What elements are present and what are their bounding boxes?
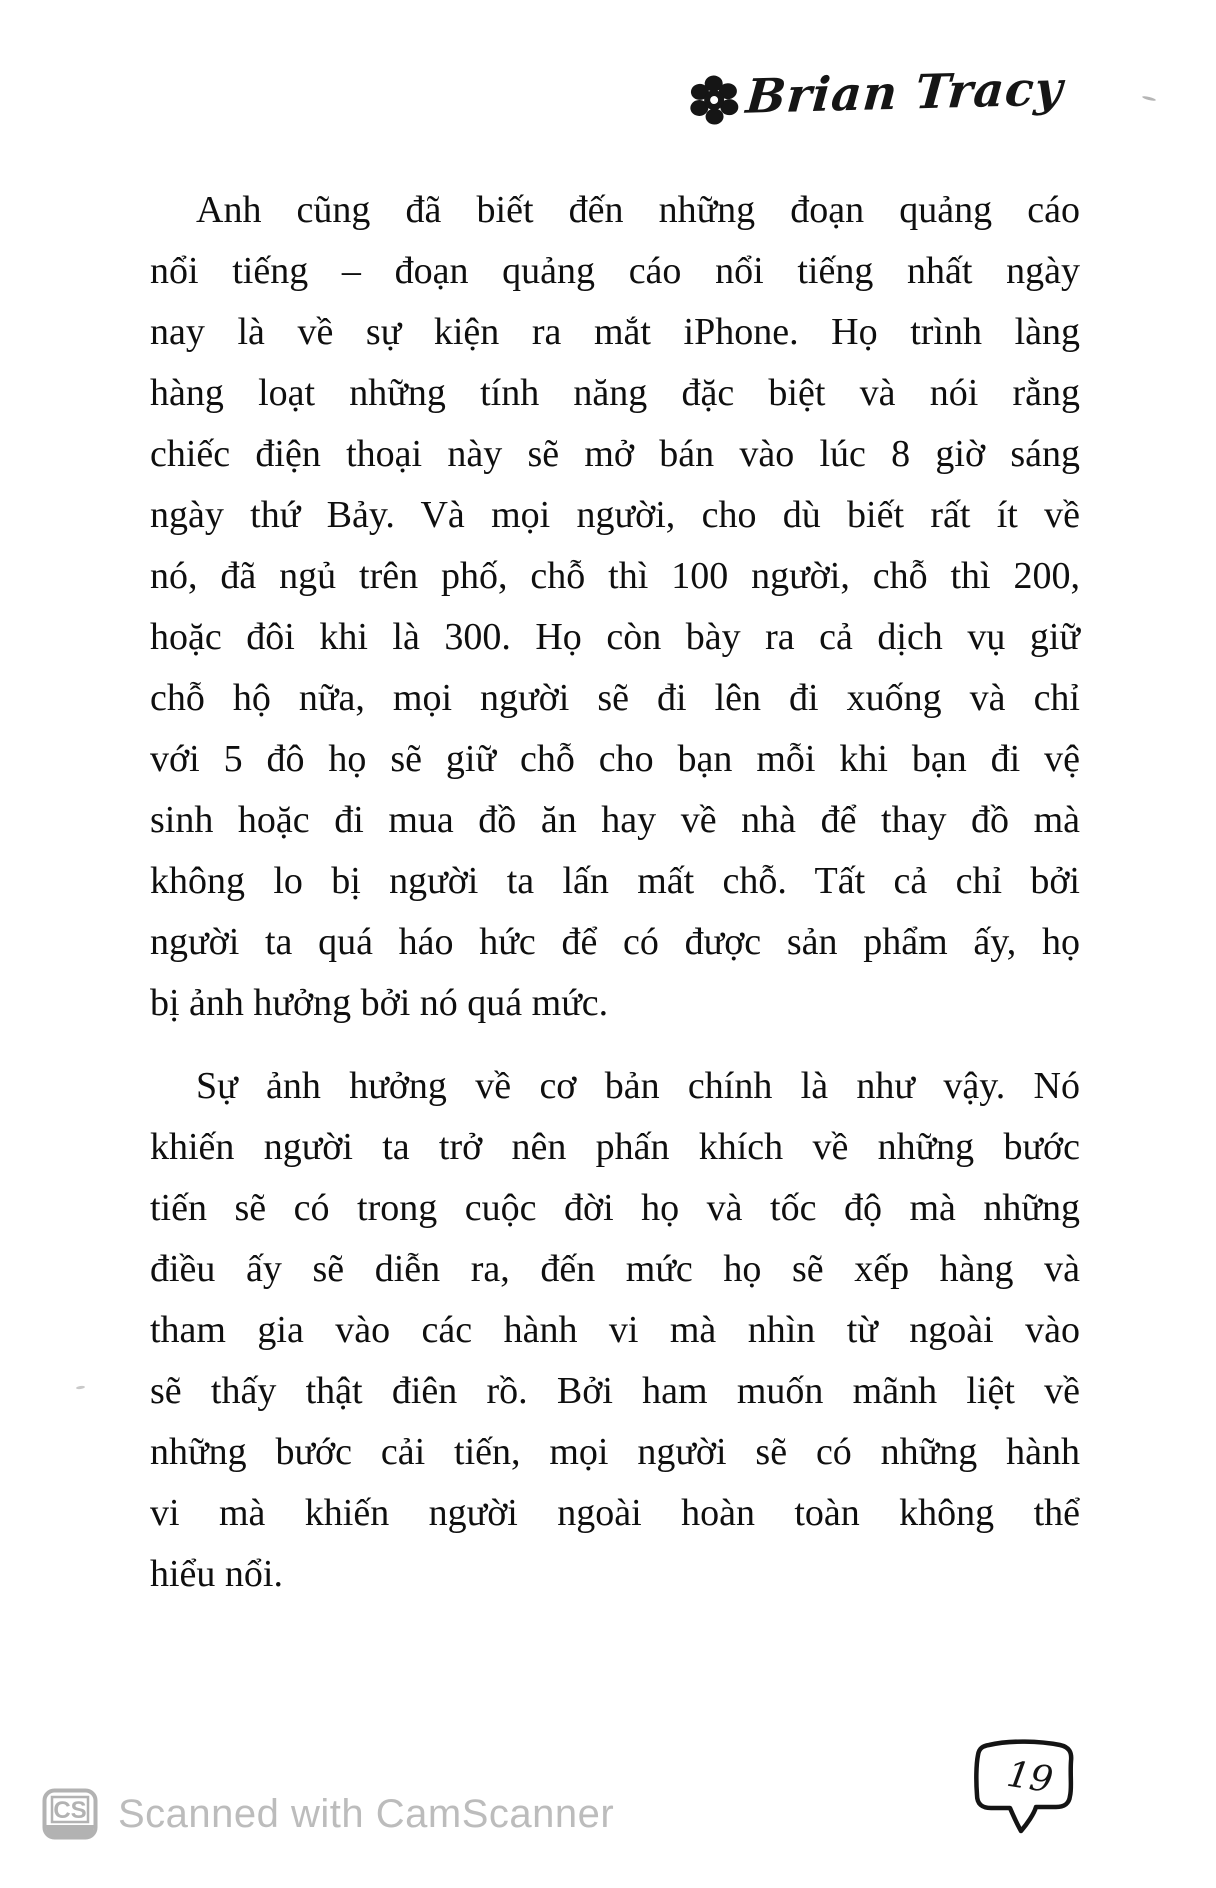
text-line: với 5 đô họ sẽ giữ chỗ cho bạn mỗi khi bạn đi vệ (150, 738, 1080, 780)
text-line: bị ảnh hưởng bởi nó quá mức. (150, 982, 609, 1024)
text-line: nổi tiếng – đoạn quảng cáo nổi tiếng nhất ngày (150, 250, 1080, 292)
author-signature (687, 59, 1088, 127)
paragraph-1 (150, 180, 1080, 1034)
text-line: điều ấy sẽ diễn ra, đến mức họ sẽ xếp hàng và (150, 1248, 1080, 1290)
author-name: Brian Tracy (743, 60, 1066, 125)
text-line: vi mà khiến người ngoài hoàn toàn không thể (150, 1492, 1080, 1534)
paragraph-2 (150, 1056, 1080, 1605)
text-line: tiến sẽ có trong cuộc đời họ và tốc độ mà những (150, 1187, 1080, 1229)
text-line: nay là về sự kiện ra mắt iPhone. Họ trình làng (150, 311, 1080, 353)
text-line: Anh cũng đã biết đến những đoạn quảng cáo (196, 189, 1080, 231)
text-line: khiến người ta trở nên phấn khích về những bước (150, 1126, 1080, 1168)
page-body-text (150, 180, 1080, 1605)
text-line: tham gia vào các hành vi mà nhìn từ ngoài vào (150, 1309, 1080, 1351)
camscanner-watermark (42, 1788, 614, 1840)
text-line: những bước cải tiến, mọi người sẽ có những hành (150, 1431, 1080, 1473)
text-line: sinh hoặc đi mua đồ ăn hay về nhà để thay đồ mà (150, 799, 1080, 841)
page-number-badge (972, 1738, 1080, 1842)
flower-ornament-icon (687, 74, 740, 127)
text-line: sẽ thấy thật điên rồ. Bởi ham muốn mãnh liệt về (150, 1370, 1080, 1412)
page-number: 19 (1004, 1753, 1056, 1802)
scan-speck (1142, 95, 1156, 101)
text-line: ngày thứ Bảy. Và mọi người, cho dù biết rất ít về (150, 494, 1080, 536)
text-line: Sự ảnh hưởng về cơ bản chính là như vậy. Nó (196, 1065, 1080, 1107)
camscanner-logo-icon (42, 1788, 98, 1840)
scan-speck (76, 1385, 85, 1389)
text-line: không lo bị người ta lấn mất chỗ. Tất cả chỉ bởi (150, 860, 1080, 902)
text-line: chiếc điện thoại này sẽ mở bán vào lúc 8 giờ sáng (150, 433, 1080, 475)
text-line: người ta quá háo hức để có được sản phẩm ấy, họ (150, 921, 1080, 963)
text-line: hàng loạt những tính năng đặc biệt và nói rằng (150, 372, 1080, 414)
camscanner-logo-letters: CS (53, 1797, 87, 1824)
camscanner-label: Scanned with CamScanner (118, 1791, 615, 1836)
text-line: hoặc đôi khi là 300. Họ còn bày ra cả dịch vụ giữ (150, 616, 1080, 658)
text-line: hiểu nổi. (150, 1553, 283, 1595)
text-line: chỗ hộ nữa, mọi người sẽ đi lên đi xuống và chỉ (150, 677, 1080, 719)
text-line: nó, đã ngủ trên phố, chỗ thì 100 người, chỗ thì 200, (150, 555, 1080, 597)
